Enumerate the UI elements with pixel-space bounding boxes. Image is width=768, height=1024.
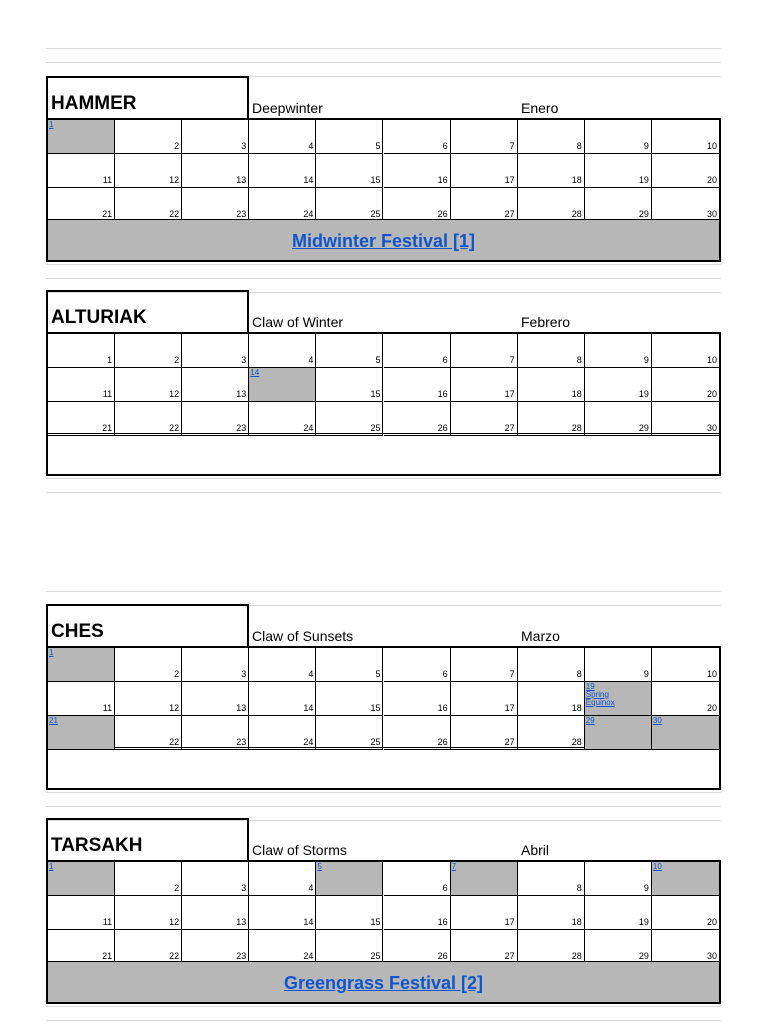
day-number: 24 [303,951,314,961]
day-cell[interactable] [48,716,115,750]
day-number: 22 [169,423,180,433]
day-cell[interactable] [451,930,518,964]
day-cell[interactable] [518,716,585,750]
day-number: 9 [643,141,649,151]
sheet-gridlines-4 [46,792,721,820]
month-common-name[interactable]: Claw of Sunsets [252,628,354,644]
day-number: 13 [236,389,247,399]
day-cell[interactable] [316,862,383,896]
month-name[interactable]: CHES [46,604,249,648]
day-number: 6 [442,669,448,679]
day-cell[interactable] [518,120,585,154]
day-number: 29 [638,209,649,219]
day-number: 16 [437,917,448,927]
month-common-name[interactable]: Deepwinter [252,100,323,116]
day-cell[interactable] [182,682,249,716]
sheet-gridlines-5 [46,1006,721,1024]
festival-banner [46,220,721,262]
day-cell[interactable] [652,862,719,896]
day-number: 27 [504,951,515,961]
holiday-link[interactable]: 1 [49,862,54,871]
day-cell[interactable] [182,188,249,222]
day-number: 6 [442,141,448,151]
month-spanish-name[interactable]: Enero [521,100,559,116]
day-cell[interactable] [518,648,585,682]
holiday-link[interactable]: 7 [451,862,457,871]
day-cell[interactable] [384,682,451,716]
day-cell[interactable] [182,896,249,930]
day-number: 27 [504,737,515,747]
day-grid [46,332,721,434]
day-cell[interactable] [316,896,383,930]
holiday-link[interactable]: 19 Spring Equinox [585,682,615,707]
holiday-link[interactable]: 1 [49,120,54,129]
day-number: 11 [102,703,113,713]
day-number: 19 [638,917,649,927]
day-number: 11 [102,175,113,185]
day-cell[interactable] [48,188,115,222]
day-number: 5 [375,141,381,151]
day-number: 23 [236,951,247,961]
festival-banner [46,434,721,476]
day-cell[interactable] [585,334,652,368]
day-cell[interactable] [115,930,182,964]
holiday-link[interactable]: 14 [250,368,260,377]
day-number: 13 [236,917,247,927]
day-number: 3 [241,355,247,365]
month-spanish-name[interactable]: Febrero [521,314,571,330]
day-number: 7 [509,355,515,365]
day-number: 27 [504,423,515,433]
day-cell[interactable] [48,120,115,154]
day-cell[interactable] [48,930,115,964]
day-cell[interactable] [115,188,182,222]
day-number: 4 [308,669,314,679]
day-cell[interactable] [115,648,182,682]
day-cell[interactable] [652,930,719,964]
day-number: 25 [370,423,381,433]
holiday-link[interactable]: 29 [585,716,595,725]
day-cell[interactable] [48,862,115,896]
day-cell[interactable] [249,334,316,368]
month-block-tarsakh [46,818,721,1006]
day-number: 5 [375,669,381,679]
day-number: 22 [169,209,180,219]
day-cell[interactable] [249,930,316,964]
day-cell[interactable] [518,368,585,402]
day-cell[interactable] [48,402,115,436]
day-number: 23 [236,737,247,747]
day-cell[interactable] [249,368,316,402]
day-number: 22 [169,737,180,747]
day-cell[interactable] [249,188,316,222]
day-grid [46,118,721,220]
day-number: 9 [643,883,649,893]
day-number: 28 [571,951,582,961]
holiday-link[interactable]: 30 [652,716,662,725]
day-grid [46,860,721,962]
day-number: 3 [241,669,247,679]
day-number: 30 [706,423,717,433]
day-cell[interactable] [518,682,585,716]
day-number: 8 [576,669,582,679]
day-cell[interactable] [451,862,518,896]
day-number: 23 [236,209,247,219]
day-cell[interactable] [652,716,719,750]
day-number: 26 [437,737,448,747]
day-number: 3 [241,883,247,893]
day-cell[interactable] [451,896,518,930]
day-cell[interactable] [652,188,719,222]
day-cell[interactable] [585,402,652,436]
day-number: 18 [571,389,582,399]
day-number: 9 [643,355,649,365]
day-number: 27 [504,209,515,219]
day-number: 29 [638,951,649,961]
day-number: 16 [437,389,448,399]
day-number: 9 [643,669,649,679]
day-number: 11 [102,917,113,927]
day-cell[interactable] [182,120,249,154]
day-cell[interactable] [451,682,518,716]
day-number: 26 [437,423,448,433]
day-cell[interactable] [384,154,451,188]
day-number: 6 [442,355,448,365]
day-number: 18 [571,175,582,185]
day-cell[interactable] [182,154,249,188]
day-number: 2 [174,883,180,893]
day-cell[interactable] [316,402,383,436]
day-cell[interactable] [585,188,652,222]
day-number: 2 [174,669,180,679]
day-number: 2 [174,355,180,365]
day-cell[interactable] [652,402,719,436]
day-cell[interactable] [182,368,249,402]
month-name[interactable]: ALTURIAK [46,290,249,334]
month-common-name[interactable]: Claw of Winter [252,314,344,330]
day-number: 19 [638,175,649,185]
day-cell[interactable] [182,648,249,682]
day-cell[interactable] [384,930,451,964]
day-number: 15 [370,175,381,185]
day-number: 17 [504,703,515,713]
day-number: 15 [370,917,381,927]
day-number: 16 [437,175,448,185]
day-cell[interactable] [585,716,652,750]
day-cell[interactable] [652,682,719,716]
sheet-gridlines-2 [46,478,721,492]
day-cell[interactable] [316,716,383,750]
month-block-alturiak [46,290,721,478]
day-cell[interactable] [585,930,652,964]
day-number: 10 [706,669,717,679]
month-common-name[interactable]: Claw of Storms [252,842,347,858]
day-cell[interactable] [652,368,719,402]
day-number: 8 [576,883,582,893]
day-cell[interactable] [518,334,585,368]
day-number: 24 [303,423,314,433]
holiday-link[interactable]: 5 [317,862,322,871]
day-cell[interactable] [115,682,182,716]
day-cell[interactable] [249,120,316,154]
day-number: 29 [638,423,649,433]
day-cell[interactable] [115,862,182,896]
day-cell[interactable] [518,188,585,222]
sheet-gridlines-1 [46,264,721,292]
day-cell[interactable] [585,862,652,896]
day-cell[interactable] [182,402,249,436]
day-cell[interactable] [316,334,383,368]
day-cell[interactable] [48,896,115,930]
day-number: 15 [370,703,381,713]
day-number: 24 [303,737,314,747]
day-number: 15 [370,389,381,399]
day-cell[interactable] [652,120,719,154]
day-cell[interactable] [384,368,451,402]
day-cell[interactable] [115,120,182,154]
day-cell[interactable] [652,648,719,682]
day-cell[interactable] [518,862,585,896]
day-number: 28 [571,423,582,433]
day-number: 23 [236,423,247,433]
day-cell[interactable] [652,154,719,188]
day-cell[interactable] [585,120,652,154]
day-number: 14 [303,917,314,927]
day-cell[interactable] [384,896,451,930]
day-cell[interactable] [115,154,182,188]
day-cell[interactable] [384,648,451,682]
month-spanish-name[interactable]: Marzo [521,628,560,644]
day-number: 14 [303,703,314,713]
day-grid [46,646,721,748]
day-cell[interactable] [652,896,719,930]
day-cell[interactable] [249,682,316,716]
day-cell[interactable] [384,188,451,222]
day-cell[interactable] [182,716,249,750]
month-name[interactable]: TARSAKH [46,818,249,862]
day-number: 14 [303,175,314,185]
day-number: 25 [370,737,381,747]
day-cell[interactable] [518,402,585,436]
day-number: 20 [706,917,717,927]
day-number: 3 [241,141,247,151]
day-cell[interactable] [384,402,451,436]
day-number: 26 [437,209,448,219]
day-number: 18 [571,917,582,927]
day-number: 4 [308,355,314,365]
festival-banner [46,748,721,790]
day-cell[interactable] [585,154,652,188]
day-cell[interactable] [115,716,182,750]
day-number: 5 [375,355,381,365]
day-number: 17 [504,917,515,927]
day-number: 2 [174,141,180,151]
day-cell[interactable] [48,682,115,716]
day-number: 4 [308,883,314,893]
day-number: 17 [504,175,515,185]
day-number: 13 [236,175,247,185]
sheet-gridlines-top [46,48,721,76]
day-cell[interactable] [451,154,518,188]
day-number: 21 [102,423,113,433]
day-cell[interactable] [384,716,451,750]
day-cell[interactable] [115,334,182,368]
day-cell[interactable] [451,368,518,402]
day-number: 18 [571,703,582,713]
day-number: 6 [442,883,448,893]
day-cell[interactable] [115,896,182,930]
day-number: 30 [706,209,717,219]
day-number: 25 [370,209,381,219]
month-block-ches [46,604,721,792]
day-cell[interactable] [249,716,316,750]
day-number: 10 [706,141,717,151]
day-cell[interactable] [518,896,585,930]
day-cell[interactable] [316,930,383,964]
day-number: 12 [169,175,180,185]
month-spanish-name[interactable]: Abril [521,842,550,858]
day-cell[interactable] [585,648,652,682]
day-cell[interactable] [518,930,585,964]
holiday-link[interactable]: 21 [49,716,58,725]
day-cell[interactable] [451,334,518,368]
day-cell[interactable] [249,402,316,436]
day-cell[interactable] [451,648,518,682]
day-number: 13 [236,703,247,713]
day-cell[interactable] [316,648,383,682]
day-number: 12 [169,703,180,713]
day-cell[interactable] [451,188,518,222]
day-cell[interactable] [316,682,383,716]
month-name[interactable]: HAMMER [46,76,249,120]
day-cell[interactable] [384,334,451,368]
day-cell[interactable] [316,120,383,154]
day-cell[interactable] [182,334,249,368]
day-cell[interactable] [182,930,249,964]
day-cell[interactable] [316,154,383,188]
day-number: 24 [303,209,314,219]
day-cell[interactable] [182,862,249,896]
day-cell[interactable] [451,716,518,750]
day-cell[interactable] [48,334,115,368]
day-cell[interactable] [115,368,182,402]
day-cell[interactable] [48,648,115,682]
day-number: 12 [169,389,180,399]
day-cell[interactable] [384,862,451,896]
holiday-link[interactable]: 10 [652,862,662,871]
day-number: 30 [706,951,717,961]
day-number: 25 [370,951,381,961]
day-number: 17 [504,389,515,399]
day-cell[interactable] [316,188,383,222]
day-cell[interactable] [652,334,719,368]
day-number: 20 [706,175,717,185]
day-cell[interactable] [585,682,652,716]
day-number: 1 [107,355,113,365]
day-number: 12 [169,917,180,927]
day-number: 4 [308,141,314,151]
day-cell[interactable] [451,120,518,154]
day-cell[interactable] [585,896,652,930]
day-cell[interactable] [384,120,451,154]
day-number: 20 [706,703,717,713]
day-number: 21 [102,951,113,961]
day-number: 28 [571,209,582,219]
day-number: 11 [102,389,113,399]
day-cell[interactable] [451,402,518,436]
day-number: 8 [576,141,582,151]
day-cell[interactable] [585,368,652,402]
day-cell[interactable] [48,154,115,188]
day-cell[interactable] [316,368,383,402]
month-block-hammer [46,76,721,264]
day-number: 16 [437,703,448,713]
day-number: 21 [102,209,113,219]
festival-link[interactable]: Greengrass Festival [2] [283,973,484,993]
day-number: 7 [509,141,515,151]
day-number: 22 [169,951,180,961]
day-cell[interactable] [249,896,316,930]
day-number: 19 [638,389,649,399]
day-cell[interactable] [518,154,585,188]
sheet-gridlines-3 [46,591,721,605]
day-number: 8 [576,355,582,365]
day-cell[interactable] [249,862,316,896]
festival-banner [46,962,721,1004]
day-number: 10 [706,355,717,365]
day-number: 7 [509,669,515,679]
day-number: 20 [706,389,717,399]
day-cell[interactable] [249,648,316,682]
day-number: 26 [437,951,448,961]
day-cell[interactable] [115,402,182,436]
day-cell[interactable] [48,368,115,402]
day-cell[interactable] [249,154,316,188]
holiday-link[interactable]: 1 [49,648,54,657]
festival-link[interactable]: Midwinter Festival [1] [291,231,476,251]
day-number: 28 [571,737,582,747]
